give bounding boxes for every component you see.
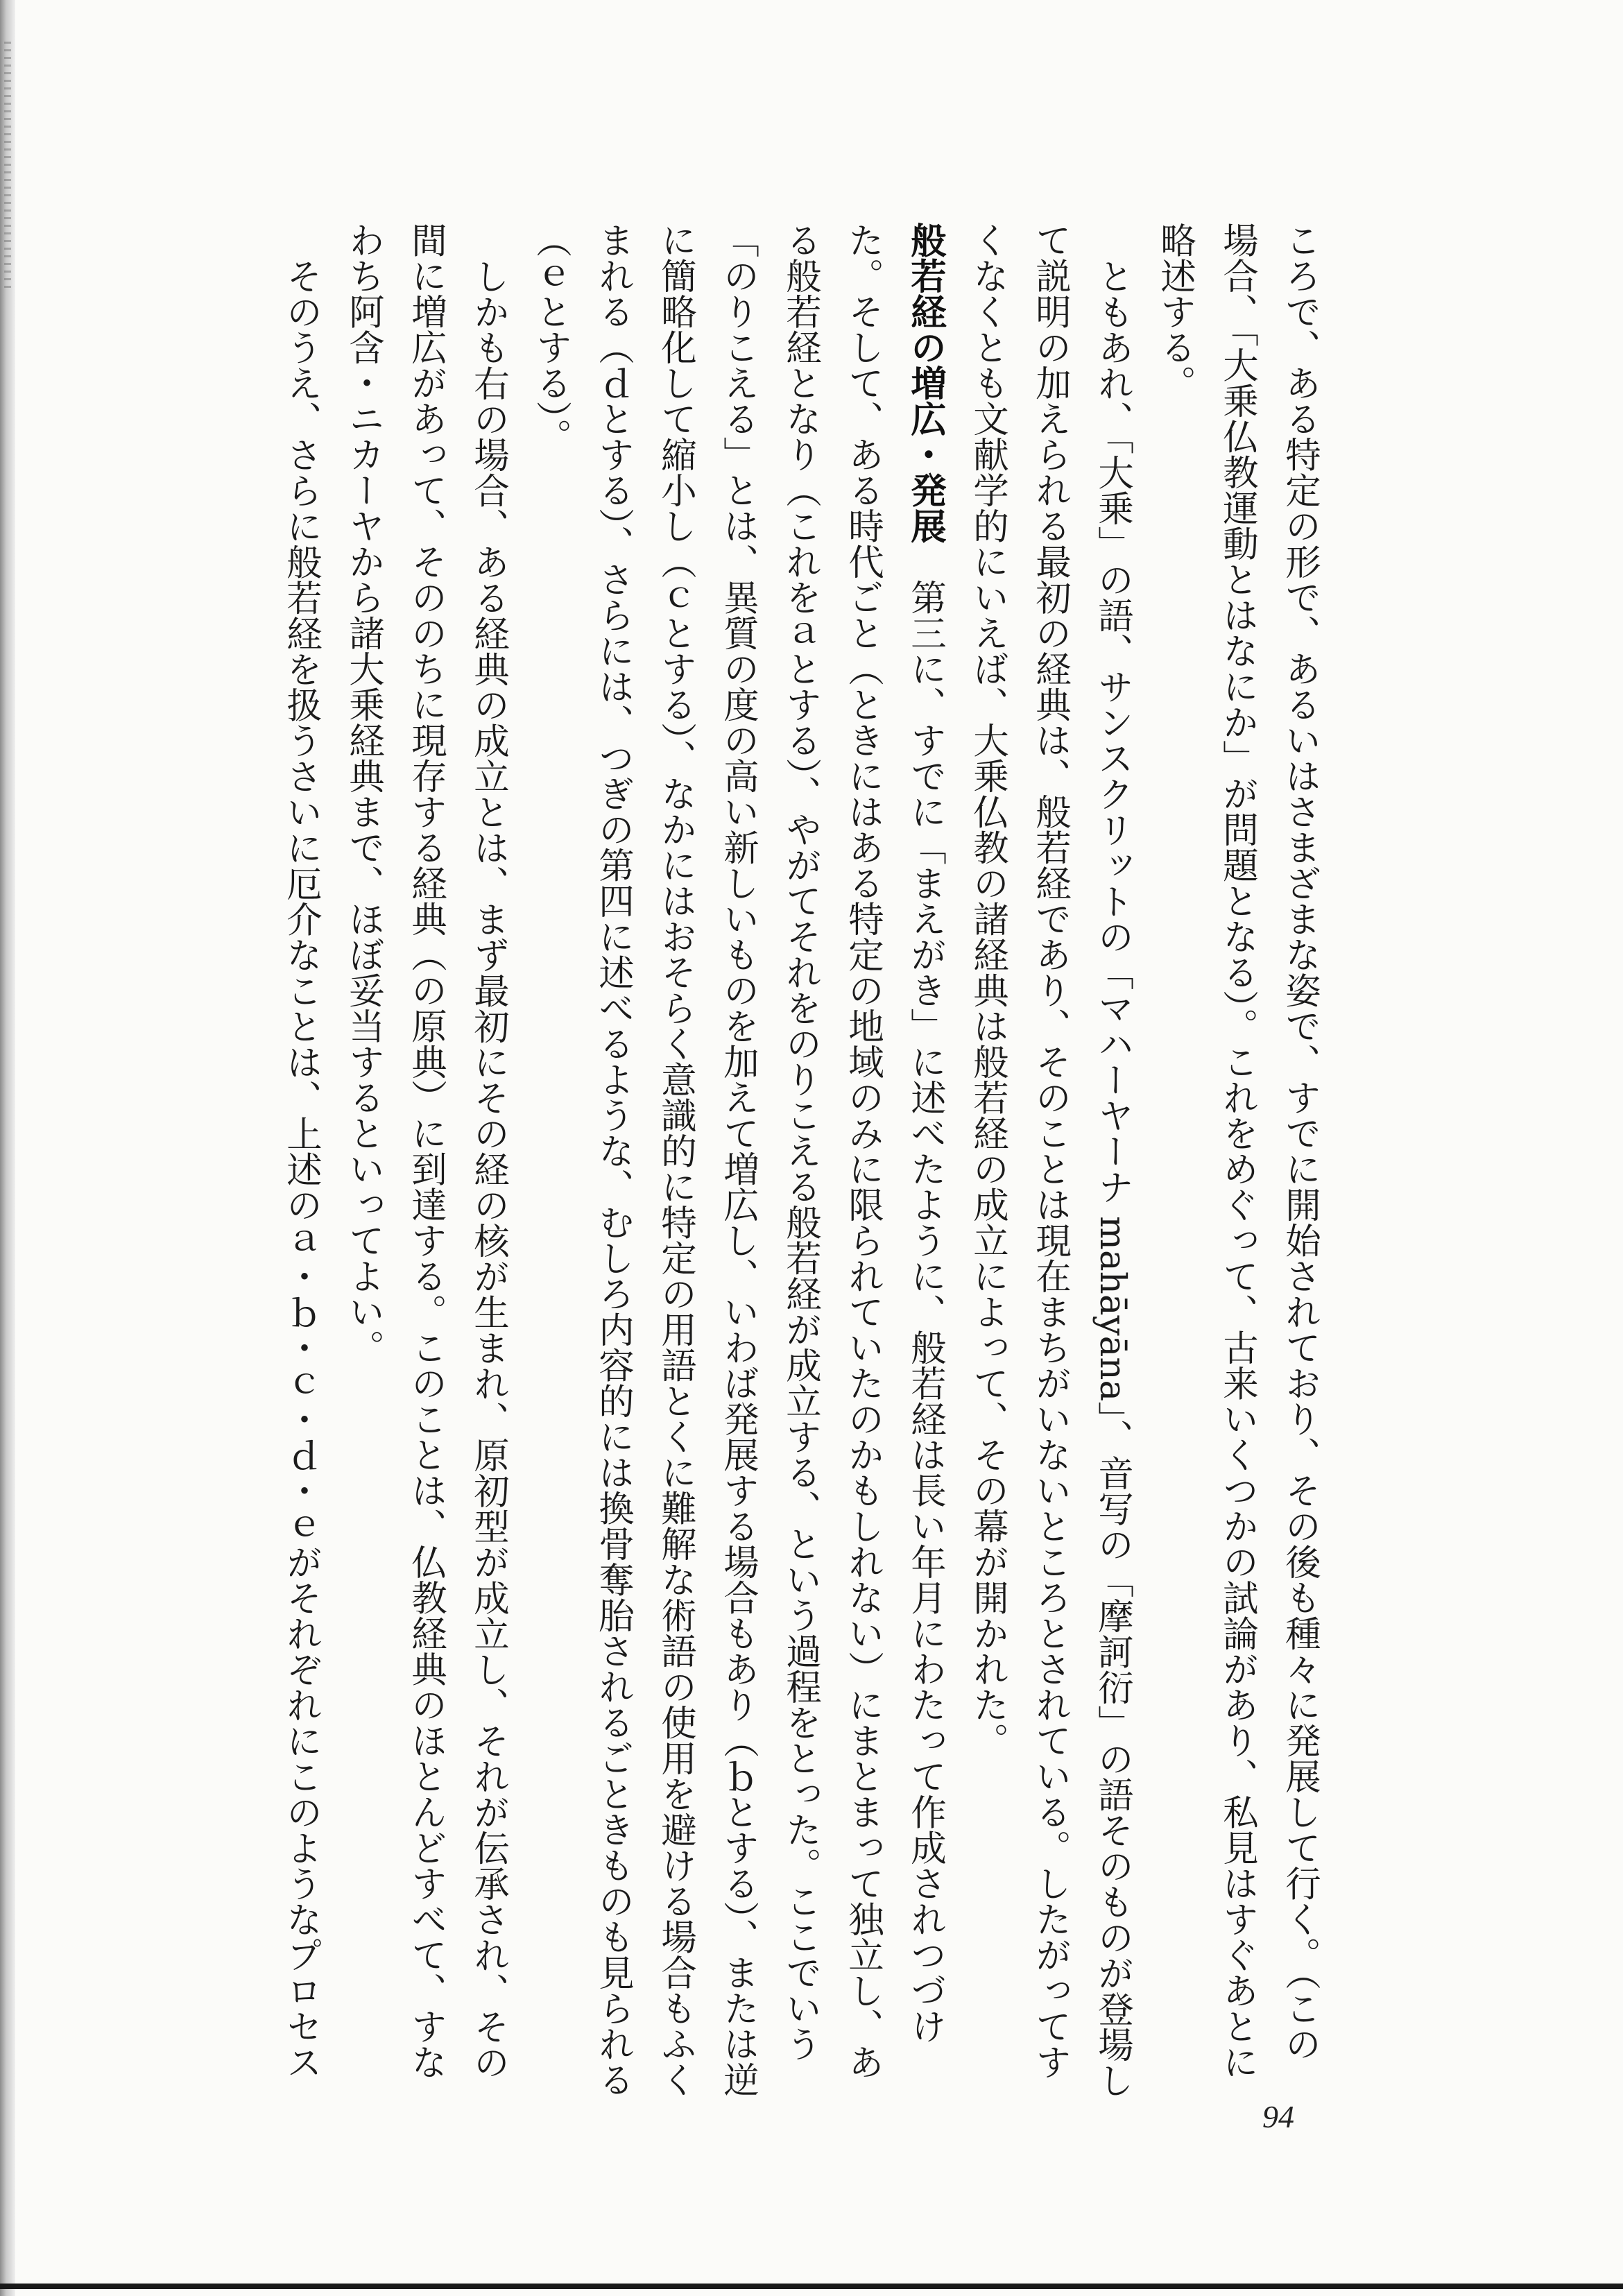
column-text: て説明の加えられる最初の経典は、般若経であり、そのことは現在まちがいないところとされている。したがってす xyxy=(1029,222,1071,2080)
text-column xyxy=(838,222,888,2136)
section-heading: 般若経の増広・発展 xyxy=(904,222,946,544)
text-column xyxy=(401,222,451,2136)
text-column xyxy=(963,222,1013,2136)
column-text: まれる（ｄとする）、さらには、つぎの第四に述べるような、むしろ内容的には換骨奪胎されるごときものも見られる xyxy=(592,222,634,2098)
column-text: る般若経となり（これをａとする）、やがてそれをのりこえる般若経が成立する、という過程をとった。ここでいう xyxy=(780,222,821,2062)
vertical-text-block xyxy=(215,222,1325,2136)
column-text: ともあれ、「大乗」の語、サンスクリットの「マハーヤーナ mahāyāna」、音写の「摩訶衍」の語そのものが登場し xyxy=(1092,258,1133,2098)
text-column xyxy=(1275,222,1325,2136)
text-column xyxy=(588,222,638,2136)
text-column xyxy=(900,222,950,2136)
column-text: 「のりこえる」とは、異質の度の高い新しいものを加えて増広し、いわば発展する場合もあり（ｂとする）、または逆 xyxy=(717,222,759,2098)
text-column xyxy=(651,222,701,2136)
text-column xyxy=(276,222,326,2136)
scan-bottom-edge xyxy=(0,2284,1623,2289)
text-column xyxy=(775,222,825,2136)
text-column xyxy=(713,222,763,2136)
column-text: た。そして、ある時代ごと（ときにはある特定の地域のみに限られていたのかもしれない）にまとまって独立し、あ xyxy=(842,222,884,2080)
page-number: 94 xyxy=(1262,2099,1294,2134)
text-column xyxy=(1212,222,1262,2136)
column-text: 第三に、すでに「まえがき」に述べたように、般若経は長い年月にわたって作成されつづけ xyxy=(904,543,946,2044)
column-text: に簡略化して縮小し（ｃとする）、なかにはおそらく意識的に特定の用語とくに難解な術語の使用を避ける場合もふく xyxy=(655,222,696,2098)
column-text: そのうえ、さらに般若経を扱うさいに厄介なことは、上述のａ・ｂ・ｃ・ｄ・ｅがそれぞれにこのようなプロセス xyxy=(280,258,322,2080)
column-text: ころで、ある特定の形で、あるいはさまざまな姿で、すでに開始されており、その後も種々に発展して行く。（この xyxy=(1279,222,1321,2062)
text-column xyxy=(1025,222,1075,2136)
column-text: しかも右の場合、ある経典の成立とは、まず最初にその経の核が生まれ、原初型が成立し、それが伝承され、その xyxy=(467,258,509,2080)
column-text: わち阿含・ニカーヤから諸大乗経典まで、ほぼ妥当するといってよい。 xyxy=(343,222,384,1365)
column-text: 略述する。 xyxy=(1154,222,1196,401)
text-column xyxy=(463,222,513,2136)
text-column xyxy=(526,222,576,2136)
column-text: （ｅとする）。 xyxy=(530,222,572,454)
binding-edge-shadow xyxy=(0,0,15,2296)
text-column xyxy=(1088,222,1137,2136)
text-column xyxy=(1150,222,1200,2136)
column-text: 場合、「大乗仏教運動とはなにか」が問題となる）。これをめぐって、古来いくつかの試論があり、私見はすぐあとに xyxy=(1217,222,1258,2080)
column-text: 間に増広があって、そののちに現存する経典（の原典）に到達する。このことは、仏教経典のほとんどすべて、すな xyxy=(405,222,447,2080)
binding-edge-speckle xyxy=(4,42,11,291)
column-text: くなくとも文献学的にいえば、大乗仏教の諸経典は般若経の成立によって、その幕が開かれた。 xyxy=(967,222,1008,1758)
text-column xyxy=(338,222,388,2136)
